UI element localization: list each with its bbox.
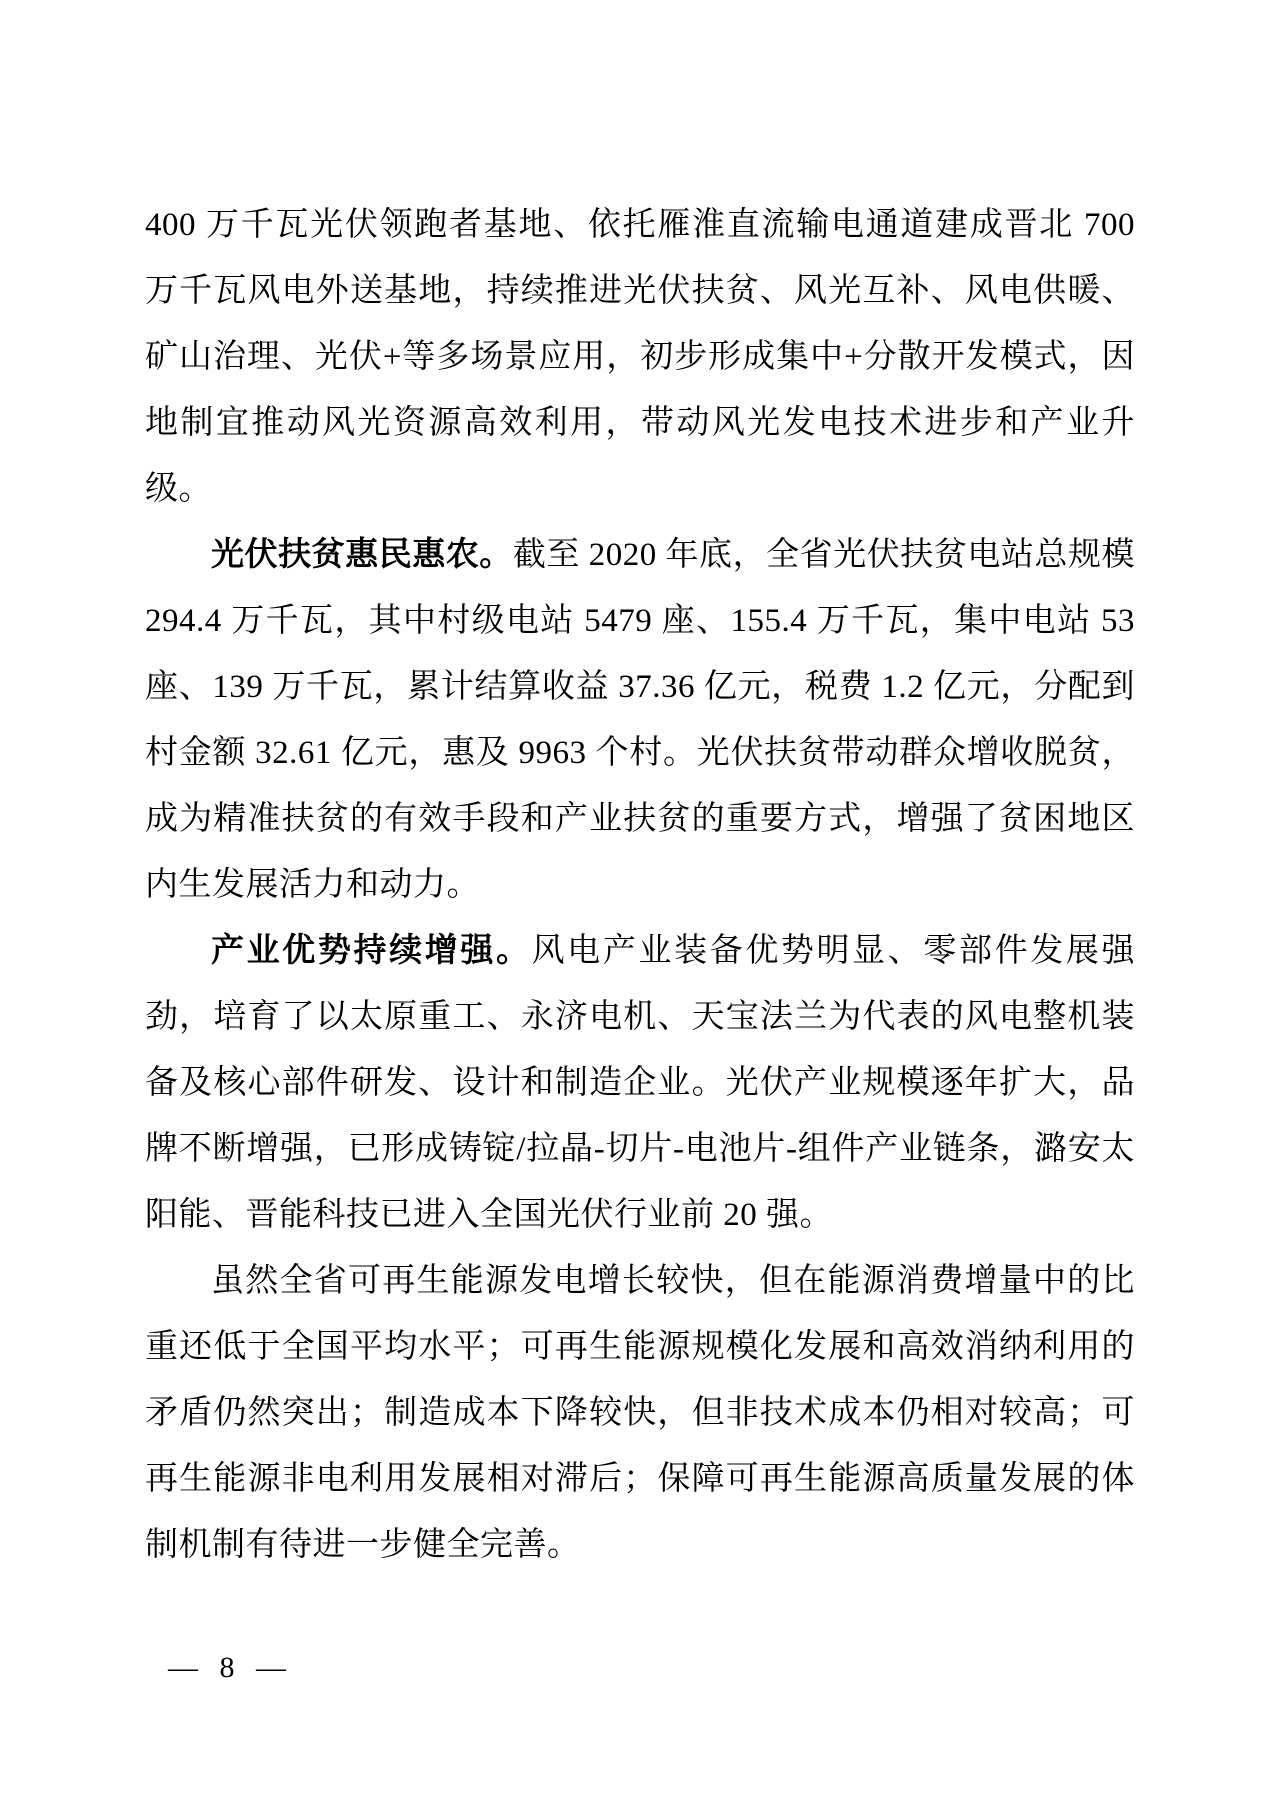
paragraph-text: 虽然全省可再生能源发电增长较快，但在能源消费增量中的比重还低于全国平均水平；可再生能源规模化发展和高效消纳利用的矛盾仍然突出；制造成本下降较快，但非技术成本仍相对较高；可再生能源非电利用发展相对滞后；保障可再生能源高质量发展的体制机制有待进一步健全完善。	[145, 1263, 1135, 1563]
paragraph-wind-solar-bases	[145, 192, 1135, 522]
paragraph-text: 风电产业装备优势明显、零部件发展强劲，培育了以太原重工、永济电机、天宝法兰为代表的风电整机装备及核心部件研发、设计和制造企业。光伏产业规模逐年扩大，品牌不断增强，已形成铸锭/拉晶-切片-电池片-组件产业链条，潞安太阳能、晋能科技已进入全国光伏行业前 20 强。	[145, 933, 1136, 1233]
page-footer	[168, 1648, 286, 1688]
paragraph-challenges	[145, 1248, 1135, 1578]
paragraph-lead: 光伏扶贫惠民惠农。	[211, 537, 513, 573]
paragraph-text: 400 万千瓦光伏领跑者基地、依托雁淮直流输电通道建成晋北 700 万千瓦风电外送基地，持续推进光伏扶贫、风光互补、风电供暖、矿山治理、光伏+等多场景应用，初步形成集中+分散开发模式，因地制宜推动风光资源高效利用，带动风光发电技术进步和产业升级。	[145, 207, 1135, 507]
page-number: — 8 —	[168, 1651, 286, 1684]
paragraph-text: 截至 2020 年底，全省光伏扶贫电站总规模 294.4 万千瓦，其中村级电站 5479 座、155.4 万千瓦，集中电站 53 座、139 万千瓦，累计结算收益 37.36 亿元，税费 1.2 亿元，分配到村金额 32.61 亿元，惠及 9963 个村。光伏扶贫带动群众增收脱贫，成为精准扶贫的有效手段和产业扶贫的重要方式，增强了贫困地区内生发展活力和动力。	[145, 537, 1136, 903]
document-body	[145, 192, 1135, 1578]
paragraph-pv-poverty-alleviation	[145, 522, 1135, 918]
paragraph-industry-advantage	[145, 918, 1135, 1248]
paragraph-lead: 产业优势持续增强。	[211, 933, 532, 969]
